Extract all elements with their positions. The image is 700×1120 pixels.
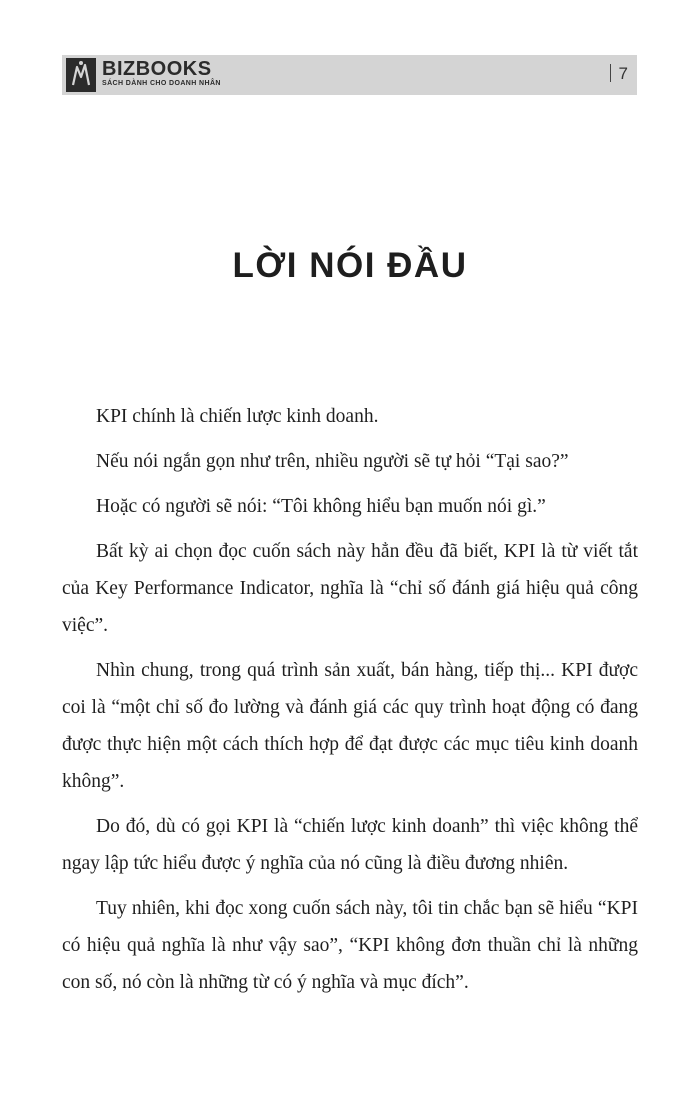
- paragraph: Hoặc có người sẽ nói: “Tôi không hiểu bạn muốn nói gì.”: [96, 496, 546, 517]
- paragraph: Do đó, dù có gọi KPI là “chiến lược kinh doanh” thì việc không thể ngay lập tức hiểu được ý nghĩa của nó cũng là điều đương nhiên.: [62, 816, 638, 874]
- body-text: [62, 398, 638, 1009]
- publisher-logo: [66, 58, 221, 92]
- paragraph: Tuy nhiên, khi đọc xong cuốn sách này, tôi tin chắc bạn sẽ hiểu “KPI có hiệu quả nghĩa là như vậy sao”, “KPI không đơn thuần chỉ là những con số, nó còn là những từ có ý nghĩa và mục đích”.: [62, 898, 638, 993]
- paragraph: Nếu nói ngắn gọn như trên, nhiều người sẽ tự hỏi “Tại sao?”: [96, 451, 569, 472]
- page-number-divider: [610, 64, 611, 82]
- logo-wordmark: BIZBOOKS: [102, 58, 212, 80]
- logo-tagline: SÁCH DÀNH CHO DOANH NHÂN: [102, 80, 221, 87]
- page-number: [610, 64, 628, 84]
- paragraph: KPI chính là chiến lược kinh doanh.: [96, 406, 379, 427]
- paragraph: Bất kỳ ai chọn đọc cuốn sách này hẳn đều đã biết, KPI là từ viết tắt của Key Performance Indicator, nghĩa là “chỉ số đánh giá hiệu quả công việc”.: [62, 541, 638, 636]
- page-number-value: 7: [618, 64, 628, 83]
- chapter-title: LỜI NÓI ĐẦU: [232, 246, 468, 285]
- logo-mark-icon: [66, 58, 96, 92]
- paragraph: Nhìn chung, trong quá trình sản xuất, bán hàng, tiếp thị... KPI được coi là “một chỉ số đo lường và đánh giá các quy trình hoạt động có đang được thực hiện một cách thích hợp để đạt được các mục tiêu kinh doanh không”.: [62, 660, 638, 792]
